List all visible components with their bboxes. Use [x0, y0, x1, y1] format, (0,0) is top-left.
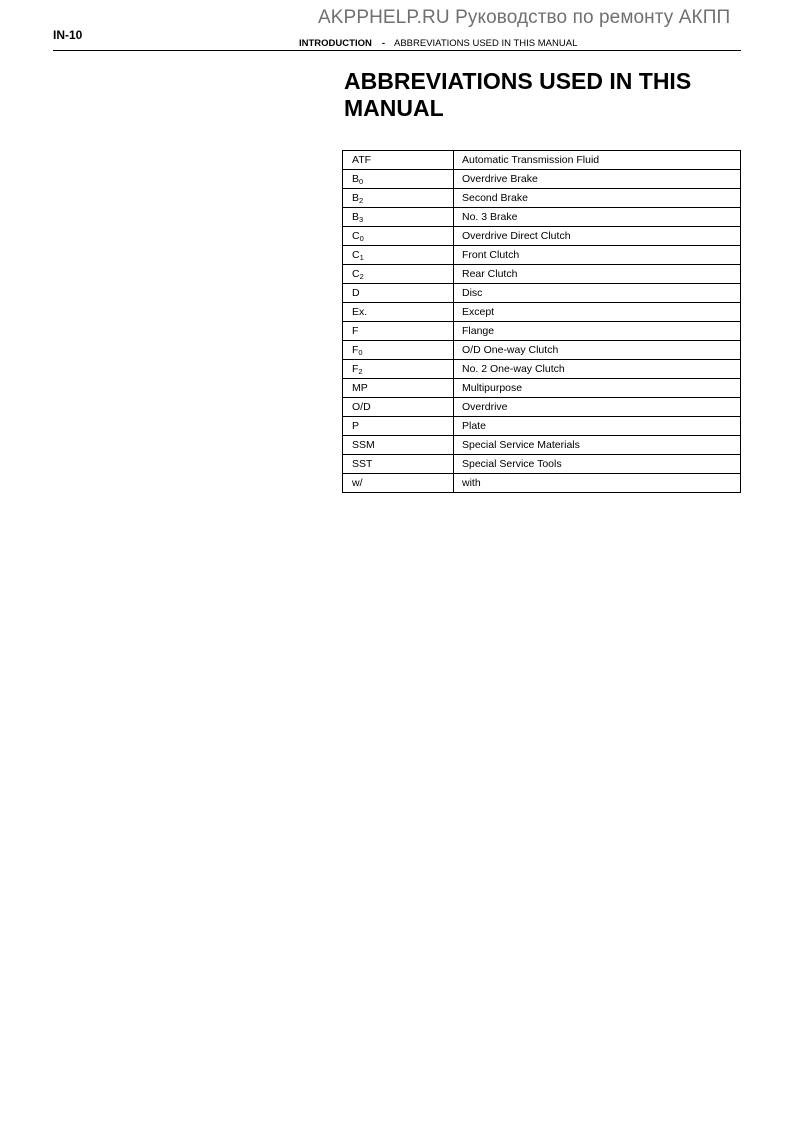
meaning-cell: with	[454, 474, 741, 493]
meaning-cell: Special Service Tools	[454, 455, 741, 474]
abbreviation-subscript: 1	[359, 253, 364, 262]
abbreviations-table	[342, 150, 741, 493]
meaning-cell: Rear Clutch	[454, 265, 741, 284]
table-row	[343, 170, 741, 189]
table-row	[343, 322, 741, 341]
abbreviation-cell	[343, 322, 454, 341]
table-row	[343, 151, 741, 170]
table-row	[343, 189, 741, 208]
table-row	[343, 417, 741, 436]
table-row	[343, 341, 741, 360]
table-row	[343, 379, 741, 398]
header-rule	[53, 50, 741, 51]
meaning-cell: Front Clutch	[454, 246, 741, 265]
abbreviation-subscript: 0	[359, 177, 364, 186]
table-row	[343, 284, 741, 303]
abbreviation-cell	[343, 398, 454, 417]
abbreviation-text: F	[352, 344, 359, 356]
abbreviation-cell	[343, 189, 454, 208]
abbreviation-cell	[343, 265, 454, 284]
meaning-cell: Overdrive Brake	[454, 170, 741, 189]
abbreviation-text: F	[352, 325, 359, 337]
abbreviation-text: P	[352, 420, 360, 432]
abbreviation-cell	[343, 284, 454, 303]
abbreviation-cell	[343, 151, 454, 170]
abbreviation-text: F	[352, 363, 359, 375]
abbreviation-text: C	[352, 249, 360, 261]
abbreviation-cell	[343, 246, 454, 265]
table-row	[343, 227, 741, 246]
meaning-cell: Second Brake	[454, 189, 741, 208]
abbreviation-cell	[343, 227, 454, 246]
abbreviation-text: SST	[352, 458, 373, 470]
abbreviation-text: ATF	[352, 154, 372, 166]
meaning-cell: Special Service Materials	[454, 436, 741, 455]
abbreviation-cell	[343, 379, 454, 398]
abbreviation-subscript: 2	[359, 196, 364, 205]
meaning-cell: Except	[454, 303, 741, 322]
abbreviation-text: SSM	[352, 439, 375, 451]
abbreviation-cell	[343, 303, 454, 322]
abbreviation-text: C	[352, 230, 360, 242]
running-header	[299, 38, 577, 49]
meaning-cell: Disc	[454, 284, 741, 303]
abbreviation-text: w/	[352, 477, 363, 489]
meaning-cell: Flange	[454, 322, 741, 341]
abbreviation-cell	[343, 360, 454, 379]
abbreviation-cell	[343, 208, 454, 227]
meaning-cell: Overdrive	[454, 398, 741, 417]
table-row	[343, 303, 741, 322]
abbreviation-text: B	[352, 211, 360, 223]
abbreviation-text: C	[352, 268, 360, 280]
meaning-cell: Multipurpose	[454, 379, 741, 398]
abbreviation-text: Ex.	[352, 306, 368, 318]
table-row	[343, 436, 741, 455]
abbreviation-cell	[343, 455, 454, 474]
table-row	[343, 455, 741, 474]
running-header-section: INTRODUCTION	[299, 38, 372, 49]
abbreviation-cell	[343, 436, 454, 455]
abbreviation-cell	[343, 341, 454, 360]
abbreviation-subscript: 2	[359, 272, 364, 281]
table-row	[343, 208, 741, 227]
table-row	[343, 398, 741, 417]
abbreviation-subscript: 0	[359, 234, 364, 243]
abbreviation-text: B	[352, 173, 360, 185]
table-row	[343, 246, 741, 265]
abbreviation-subscript: 2	[358, 367, 363, 376]
meaning-cell: No. 2 One-way Clutch	[454, 360, 741, 379]
table-row	[343, 360, 741, 379]
abbreviation-text: MP	[352, 382, 368, 394]
abbreviation-text: B	[352, 192, 360, 204]
watermark: AKPPHELP.RU Руководство по ремонту АКПП	[318, 7, 731, 28]
meaning-cell: O/D One-way Clutch	[454, 341, 741, 360]
abbreviation-subscript: 0	[358, 348, 363, 357]
meaning-cell: Automatic Transmission Fluid	[454, 151, 741, 170]
meaning-cell: Plate	[454, 417, 741, 436]
abbreviation-cell	[343, 417, 454, 436]
table-row	[343, 474, 741, 493]
running-header-separator: -	[381, 38, 385, 49]
abbreviation-text: D	[352, 287, 360, 299]
page-number: IN-10	[53, 28, 83, 42]
abbreviation-subscript: 3	[359, 215, 364, 224]
abbreviation-text: O/D	[352, 401, 371, 413]
table-row	[343, 265, 741, 284]
meaning-cell: Overdrive Direct Clutch	[454, 227, 741, 246]
meaning-cell: No. 3 Brake	[454, 208, 741, 227]
abbreviation-cell	[343, 474, 454, 493]
page-title: ABBREVIATIONS USED IN THIS MANUAL	[344, 68, 692, 121]
running-header-subsection: ABBREVIATIONS USED IN THIS MANUAL	[394, 38, 578, 49]
abbreviation-cell	[343, 170, 454, 189]
abbreviations-table-body	[343, 151, 741, 493]
